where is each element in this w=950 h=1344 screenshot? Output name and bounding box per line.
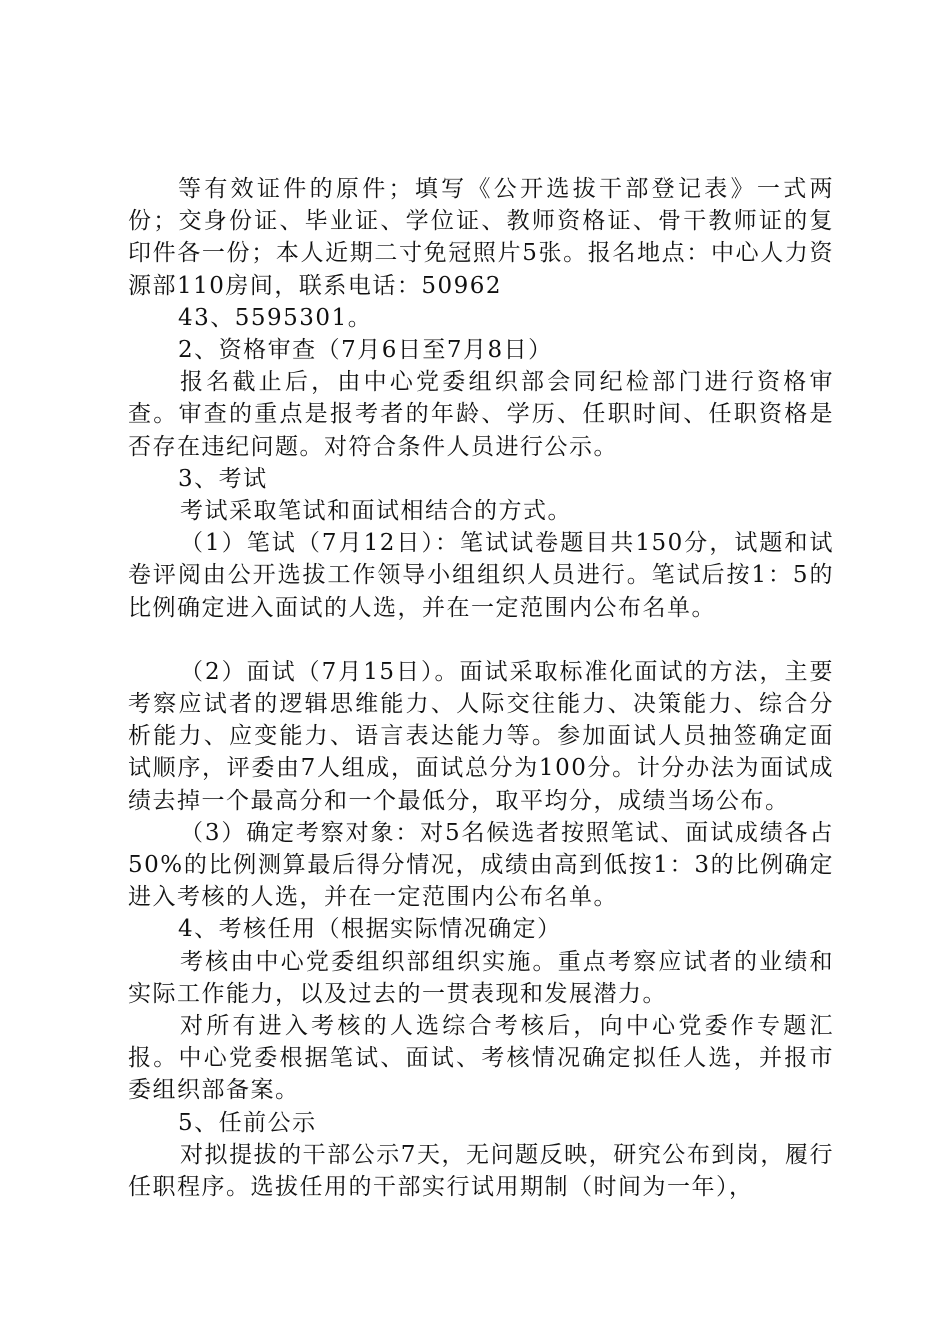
- heading-public-notice: 5、任前公示: [178, 1109, 317, 1136]
- heading-exam: 3、考试: [178, 465, 268, 492]
- paragraph-registration-documents: 等有效证件的原件；填写《公开选拔干部登记表》一式两份；交身份证、毕业证、学位证、教师资格证、骨干教师证的复印件各一份；本人近期二寸免冠照片5张。报名地点：中心人力资源部110房间，联系电话：50962: [128, 176, 834, 299]
- paragraph-interview: （2）面试（7月15日）。面试采取标准化面试的方法，主要考察应试者的逻辑思维能力、人际交往能力、决策能力、综合分析能力、应变能力、语言表达能力等。参加面试人员抽签确定面试顺序，评委由7人组成，面试总分为100分。计分办法为面试成绩去掉一个最高分和一个最低分，取平均分，成绩当场公布。: [128, 658, 834, 814]
- document-body: [128, 173, 834, 1203]
- paragraph-written-exam: （1）笔试（7月12日）：笔试试卷题目共150分，试题和试卷评阅由公开选拔工作领导小组组织人员进行。笔试后按1：5的比例确定进入面试的人选，并在一定范围内公布名单。: [128, 530, 834, 621]
- paragraph-public-notice: 对拟提拔的干部公示7天，无问题反映，研究公布到岗，履行任职程序。选拔任用的干部实行试用期制（时间为一年），: [128, 1141, 834, 1201]
- paragraph-candidate-selection: （3）确定考察对象：对5名候选者按照笔试、面试成绩各占50%的比例测算最后得分情况，成绩由高到低按1：3的比例确定进入考核的人选，并在一定范围内公布名单。: [128, 819, 834, 911]
- paragraph-qualification-review: 报名截止后，由中心党委组织部会同纪检部门进行资格审查。审查的重点是报考者的年龄、学历、任职时间、任职资格是否存在违纪问题。对符合条件人员进行公示。: [128, 369, 834, 460]
- heading-qualification-review: 2、资格审查（7月6日至7月8日）: [178, 337, 553, 364]
- paragraph-phone-continued: 43、5595301。: [178, 304, 373, 331]
- paragraph-report: 对所有进入考核的人选综合考核后，向中心党委作专题汇报。中心党委根据笔试、面试、考核情况确定拟任人选，并报市委组织部备案。: [128, 1013, 834, 1104]
- paragraph-exam-method: 考试采取笔试和面试相结合的方式。: [180, 498, 572, 525]
- blank-line: [128, 624, 834, 656]
- paragraph-assessment: 考核由中心党委组织部组织实施。重点考察应试者的业绩和实际工作能力，以及过去的一贯表现和发展潜力。: [128, 948, 834, 1007]
- heading-assessment-appointment: 4、考核任用（根据实际情况确定）: [178, 916, 562, 943]
